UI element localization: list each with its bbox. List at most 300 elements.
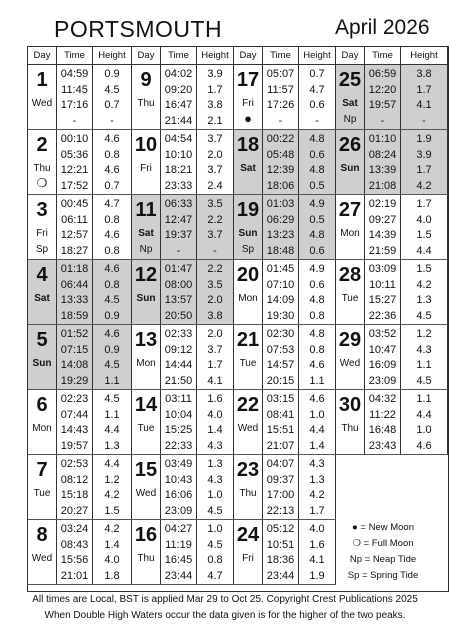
- tide-height: 4.4: [416, 408, 432, 421]
- day-cell: [28, 455, 132, 520]
- time-column: [365, 325, 401, 389]
- tide-height: 4.9: [309, 263, 325, 275]
- day-cell: [132, 390, 234, 455]
- day-label: [336, 390, 365, 454]
- weekday: Mon: [32, 423, 52, 434]
- tide-time: 17:26: [266, 99, 295, 111]
- tide-time: 00:22: [266, 133, 295, 145]
- height-column: [299, 325, 336, 389]
- tide-height: 3.8: [416, 68, 432, 80]
- tide-time: 12:20: [368, 83, 397, 96]
- day-number: 26: [338, 134, 362, 156]
- tide-time: 00:10: [60, 133, 89, 145]
- tide-time: 05:07: [266, 68, 295, 80]
- tide-time: 14:43: [60, 424, 89, 436]
- height-column: [299, 195, 336, 259]
- day-cell: [28, 195, 132, 260]
- time-column: [263, 130, 299, 194]
- tide-time: 21:50: [164, 374, 193, 387]
- tide-time: 06:44: [60, 278, 89, 291]
- tide-time: 04:59: [60, 68, 89, 80]
- column-block-3: [234, 47, 336, 591]
- legend-text: = Spring Tide: [359, 570, 419, 581]
- tide-height: 3.7: [207, 164, 223, 176]
- time-column: [365, 195, 401, 259]
- day-number: 13: [134, 329, 158, 351]
- tide-time: 21:08: [368, 179, 397, 192]
- legend-text: = Full Moon: [360, 538, 414, 549]
- day-label: [132, 260, 161, 324]
- tide-height: 4.8: [309, 229, 325, 241]
- header-time: Time: [57, 47, 93, 65]
- tide-height: 4.5: [104, 393, 120, 405]
- time-column: [263, 260, 299, 324]
- tide-height: 1.1: [416, 393, 432, 405]
- day-cell: [132, 520, 234, 585]
- tide-time: 08:12: [60, 473, 89, 486]
- day-label: [336, 195, 365, 259]
- tide-time: 06:11: [61, 213, 88, 226]
- day-cell: [336, 260, 448, 325]
- tide-time: 13:23: [266, 229, 295, 241]
- tide-height: 4.8: [309, 164, 325, 176]
- weekday: Thu: [341, 423, 359, 434]
- height-column: [401, 65, 448, 129]
- tide-height: 1.5: [416, 263, 432, 275]
- tide-time: 06:29: [266, 213, 295, 226]
- tide-height: 1.9: [416, 133, 432, 145]
- tide-height: 1.1: [416, 359, 432, 371]
- tide-time: 11:45: [61, 83, 88, 96]
- tide-time: 21:44: [164, 114, 193, 127]
- day-label: [234, 520, 263, 584]
- tide-height: 1.8: [104, 569, 120, 582]
- tide-time: 16:45: [164, 554, 193, 566]
- time-column: [161, 260, 197, 324]
- day-label: [336, 65, 365, 129]
- day-number: 22: [236, 394, 260, 416]
- day-label: [132, 455, 161, 519]
- height-column: [401, 195, 448, 259]
- tide-height: 4.5: [104, 294, 120, 306]
- tide-height: 1.0: [207, 489, 223, 501]
- tide-time: 19:57: [60, 439, 89, 452]
- time-column: [57, 195, 93, 259]
- tide-time: 23:09: [368, 374, 397, 387]
- tide-time: 02:19: [368, 198, 397, 210]
- tide-height: 2.2: [207, 263, 223, 275]
- day-label: [28, 325, 57, 389]
- height-column: [197, 65, 234, 129]
- weekday: Tue: [341, 293, 359, 304]
- tide-height: 0.6: [309, 244, 325, 257]
- height-column: [93, 65, 132, 129]
- day-number: 25: [338, 69, 362, 91]
- tide-time: 07:10: [266, 278, 295, 291]
- day-label: [28, 520, 57, 584]
- header-height: Height: [299, 47, 336, 65]
- day-number: 9: [140, 69, 152, 91]
- tide-height: -: [213, 244, 217, 257]
- weekday: Thu: [33, 163, 51, 174]
- tide-time: 08:43: [60, 538, 89, 551]
- height-column: [299, 130, 336, 194]
- tide-time: 21:07: [266, 439, 295, 452]
- time-column: [365, 390, 401, 454]
- tide-time: 23:43: [368, 439, 397, 452]
- height-column: [197, 260, 234, 324]
- tide-time: 22:13: [266, 504, 295, 517]
- weekday: Tue: [137, 423, 155, 434]
- tide-height: 4.5: [104, 359, 120, 371]
- tide-time: 04:27: [164, 523, 193, 535]
- day-number: 7: [36, 459, 48, 481]
- day-label: [234, 455, 263, 519]
- tide-height: 0.5: [309, 213, 325, 226]
- tide-height: 4.5: [416, 309, 432, 322]
- weekday: Fri: [242, 98, 254, 109]
- tide-height: 1.0: [416, 424, 432, 436]
- day-cell: [132, 325, 234, 390]
- tide-height: 3.7: [207, 133, 223, 145]
- day-label: [336, 260, 365, 324]
- header-day: Day: [234, 47, 263, 65]
- weekday: Sun: [136, 293, 156, 304]
- tide-time: 18:59: [60, 309, 89, 322]
- tide-time: 00:45: [60, 198, 89, 210]
- tide-time: -: [278, 114, 283, 127]
- tide-height: 0.8: [104, 148, 120, 161]
- tide-time: 20:50: [164, 309, 193, 322]
- day-label: [336, 325, 365, 389]
- day-number: 17: [236, 69, 260, 91]
- tide-height: 1.3: [309, 473, 325, 486]
- tide-time: 01:18: [60, 263, 89, 275]
- tide-height: 1.1: [104, 408, 120, 421]
- tide-time: 23:33: [164, 179, 193, 192]
- tide-height: 2.0: [207, 328, 223, 340]
- full-moon-icon: ❍: [352, 538, 361, 549]
- tide-time: 04:54: [164, 133, 193, 145]
- tide-height: 1.4: [207, 424, 223, 436]
- tide-height: 4.3: [207, 439, 223, 452]
- weekday: Sun: [340, 163, 360, 174]
- height-column: [197, 195, 234, 259]
- time-column: [57, 390, 93, 454]
- tide-height: 1.5: [104, 504, 120, 517]
- tide-time: 22:33: [164, 439, 193, 452]
- height-column: [93, 390, 132, 454]
- tide-height: 4.6: [104, 229, 120, 241]
- day-cell: [336, 65, 448, 130]
- tide-height: 0.8: [309, 309, 325, 322]
- day-cell: [28, 130, 132, 195]
- height-column: [197, 455, 234, 519]
- tide-height: 4.4: [416, 244, 432, 257]
- tide-height: 1.1: [309, 374, 325, 387]
- day-label: [28, 260, 57, 324]
- tide-marker: Np: [139, 244, 153, 255]
- day-cell: [234, 260, 336, 325]
- full-moon-icon: ❍: [36, 176, 48, 190]
- time-column: [161, 325, 197, 389]
- height-column: [93, 195, 132, 259]
- tide-time: 14:57: [266, 359, 295, 371]
- tide-height: 4.6: [309, 359, 325, 371]
- time-column: [57, 260, 93, 324]
- day-number: 6: [36, 394, 48, 416]
- tide-height: 4.2: [416, 179, 432, 192]
- tide-height: 4.8: [309, 294, 325, 306]
- legend-symbol: Np: [349, 554, 362, 565]
- tide-height: 3.7: [207, 229, 223, 241]
- tide-time: 11:57: [267, 83, 294, 96]
- tide-time: 19:37: [164, 229, 193, 241]
- time-column: [263, 520, 299, 584]
- day-label: [132, 65, 161, 129]
- weekday: Thu: [239, 488, 257, 499]
- day-number: 18: [236, 134, 260, 156]
- tide-height: 2.4: [207, 179, 223, 192]
- header-height: Height: [197, 47, 234, 65]
- height-column: [401, 130, 448, 194]
- day-cell: [132, 65, 234, 130]
- day-number: 14: [134, 394, 158, 416]
- tide-time: 14:44: [164, 359, 193, 371]
- legend-item: [318, 552, 448, 568]
- legend-item: [318, 536, 448, 552]
- weekday: Sat: [342, 98, 358, 109]
- day-label: [28, 455, 57, 519]
- tide-time: 16:47: [164, 99, 193, 111]
- day-cell: [132, 455, 234, 520]
- tide-time: 10:04: [164, 408, 193, 421]
- legend: [318, 520, 448, 584]
- tide-height: 1.4: [309, 439, 325, 452]
- tide-height: 3.5: [207, 278, 223, 291]
- tide-height: 1.7: [207, 83, 223, 96]
- day-number: 12: [134, 264, 158, 286]
- tide-height: -: [315, 114, 319, 127]
- tide-time: 15:27: [368, 294, 397, 306]
- tide-time: 07:15: [60, 343, 89, 356]
- tide-time: 21:01: [60, 569, 89, 582]
- day-cell: [336, 390, 448, 455]
- header-height: Height: [93, 47, 132, 65]
- header: [0, 0, 450, 40]
- tide-time: 19:57: [368, 99, 397, 111]
- tide-height: 2.2: [207, 213, 223, 226]
- tide-height: 3.8: [207, 309, 223, 322]
- day-number: 27: [338, 199, 362, 221]
- day-label: [132, 325, 161, 389]
- height-column: [197, 130, 234, 194]
- time-column: [263, 455, 299, 519]
- tide-time: 17:16: [60, 99, 89, 111]
- day-label: [28, 195, 57, 259]
- tide-time: 10:43: [164, 473, 193, 486]
- tide-height: 0.8: [207, 554, 223, 566]
- tide-height: 1.3: [104, 439, 120, 452]
- new-moon-icon: ●: [352, 522, 358, 533]
- tide-time: 13:33: [60, 294, 89, 306]
- tide-time: 15:56: [60, 554, 89, 566]
- tide-height: 4.6: [104, 263, 120, 275]
- tide-marker: Sp: [35, 244, 49, 255]
- tide-time: 09:20: [164, 83, 193, 96]
- day-number: 1: [36, 69, 48, 91]
- tide-height: 0.6: [309, 278, 325, 291]
- tide-time: 03:24: [60, 523, 89, 535]
- tide-height: 4.7: [309, 83, 325, 96]
- tide-height: 0.7: [104, 99, 120, 111]
- legend-text: = Neap Tide: [362, 554, 417, 565]
- column-header: [132, 47, 234, 65]
- tide-height: 4.1: [207, 374, 223, 387]
- day-cell: [132, 130, 234, 195]
- column-header: [234, 47, 336, 65]
- tide-height: 4.3: [416, 343, 432, 356]
- day-cell: [28, 65, 132, 130]
- new-moon-icon: ●: [244, 111, 252, 126]
- tide-time: -: [72, 114, 77, 127]
- time-column: [263, 195, 299, 259]
- tide-time: 23:44: [266, 569, 295, 582]
- tide-time: 20:27: [60, 504, 89, 517]
- header-day: Day: [28, 47, 57, 65]
- tide-height: 4.7: [104, 198, 120, 210]
- column-header: [28, 47, 132, 65]
- tide-height: 4.6: [104, 328, 120, 340]
- tide-height: 0.7: [104, 179, 120, 192]
- tide-time: 19:30: [266, 309, 295, 322]
- tide-time: 10:51: [266, 538, 295, 551]
- tide-height: 4.5: [207, 504, 223, 517]
- tide-time: 03:11: [165, 393, 192, 405]
- tide-time: 13:39: [368, 164, 397, 176]
- day-number: 19: [236, 199, 260, 221]
- tide-height: 4.2: [309, 489, 325, 501]
- weekday: Sat: [34, 293, 50, 304]
- tide-time: 05:12: [266, 523, 295, 535]
- tide-height: 4.5: [104, 83, 120, 96]
- tide-time: 16:09: [368, 359, 397, 371]
- height-column: [197, 520, 234, 584]
- tide-height: 1.2: [416, 328, 432, 340]
- tide-time: 20:15: [266, 374, 295, 387]
- weekday: Sun: [238, 228, 258, 239]
- tide-height: 0.9: [104, 68, 120, 80]
- tide-time: 09:27: [368, 213, 397, 226]
- day-label: [234, 65, 263, 129]
- day-label: [132, 130, 161, 194]
- tide-height: 4.7: [207, 569, 223, 582]
- day-number: 8: [36, 524, 48, 546]
- tide-time: 07:53: [266, 343, 295, 356]
- tide-height: 4.8: [309, 133, 325, 145]
- day-label: [132, 195, 161, 259]
- day-number: 2: [36, 134, 48, 156]
- header-day: Day: [132, 47, 161, 65]
- tide-time: 07:44: [60, 408, 89, 421]
- height-column: [299, 455, 336, 519]
- day-cell: [132, 260, 234, 325]
- tide-height: 2.0: [207, 294, 223, 306]
- day-cell: [28, 260, 132, 325]
- tide-time: 01:47: [164, 263, 193, 275]
- tide-height: 2.1: [207, 114, 223, 127]
- tide-time: 09:12: [164, 343, 193, 356]
- day-number: 28: [338, 264, 362, 286]
- weekday: Sun: [32, 358, 52, 369]
- weekday: Thu: [137, 98, 155, 109]
- day-cell: [28, 325, 132, 390]
- tide-time: 12:57: [60, 229, 89, 241]
- tide-time: 08:24: [368, 148, 397, 161]
- tide-time: -: [176, 244, 181, 257]
- tide-height: 1.7: [416, 164, 432, 176]
- day-number: 10: [134, 134, 158, 156]
- tide-height: 4.2: [104, 489, 120, 501]
- tide-time: 11:19: [165, 538, 192, 551]
- weekday: Mon: [340, 228, 360, 239]
- tide-time: 02:23: [60, 393, 89, 405]
- tide-height: 1.9: [309, 569, 325, 582]
- tide-height: 0.8: [104, 278, 120, 291]
- tide-time: 10:47: [368, 343, 397, 356]
- header-height: Height: [401, 47, 448, 65]
- day-label: [234, 130, 263, 194]
- tide-height: 1.0: [207, 523, 223, 535]
- tide-time: 02:33: [164, 328, 193, 340]
- tide-height: 4.3: [309, 458, 325, 470]
- tide-time: 03:15: [266, 393, 295, 405]
- tide-height: 0.6: [309, 148, 325, 161]
- tide-height: 1.6: [207, 393, 223, 405]
- tide-time: 18:27: [60, 244, 89, 257]
- tide-time: 01:03: [266, 198, 295, 210]
- tide-marker: Np: [343, 114, 357, 125]
- day-cell: [234, 455, 336, 520]
- weekday: Wed: [31, 98, 53, 109]
- tide-time: 15:51: [266, 424, 295, 436]
- time-column: [365, 130, 401, 194]
- height-column: [299, 260, 336, 324]
- tide-time: 10:10: [164, 148, 193, 161]
- tide-time: 02:30: [266, 328, 295, 340]
- tide-time: 02:53: [60, 458, 89, 470]
- weekday: Wed: [135, 488, 157, 499]
- height-column: [401, 325, 448, 389]
- tide-height: 4.1: [416, 99, 432, 111]
- weekday: Wed: [237, 423, 259, 434]
- tide-time: 19:29: [60, 374, 89, 387]
- tide-height: 3.9: [207, 68, 223, 80]
- time-column: [161, 520, 197, 584]
- time-column: [161, 390, 197, 454]
- weekday: Wed: [31, 553, 53, 564]
- day-cell: [336, 130, 448, 195]
- tide-time: 16:06: [164, 489, 193, 501]
- day-number: 15: [134, 459, 158, 481]
- tide-time: 12:47: [164, 213, 193, 226]
- tide-time: 11:22: [369, 408, 396, 421]
- tide-height: 1.5: [416, 229, 432, 241]
- day-cell: [336, 325, 448, 390]
- day-cell: [28, 390, 132, 455]
- day-number: 11: [135, 199, 157, 221]
- tide-time: 10:11: [369, 278, 396, 291]
